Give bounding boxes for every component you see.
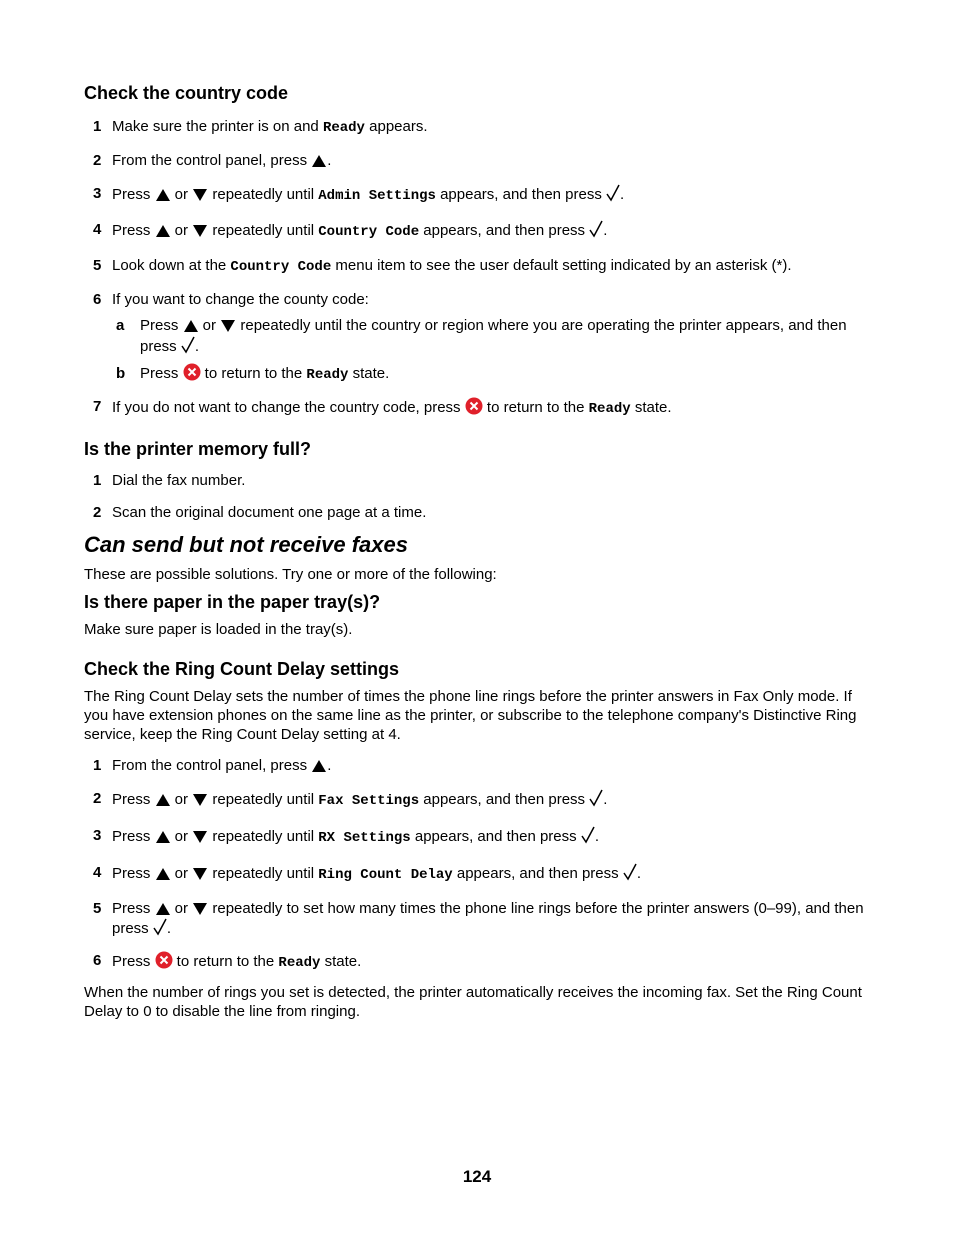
list-item	[84, 220, 874, 242]
checkmark-select-icon	[589, 220, 603, 238]
paper-tray-text: Make sure paper is loaded in the tray(s).	[84, 621, 353, 638]
stop-x-icon	[183, 363, 201, 381]
ring-count-description: The Ring Count Delay sets the number of times the phone line rings before the printer answers in Fax Only mode. If you have extension phones on the same line as the printer, or subscribe to the telephone company's Distinctive Ring service, keep the Ring Count Delay setting at 4.	[84, 688, 857, 743]
step-number: 5	[93, 257, 102, 274]
step-number: 2	[93, 790, 102, 807]
menu-code-text: Ready	[278, 955, 321, 971]
country-code-steps	[84, 117, 874, 419]
menu-code-text: Ready	[306, 367, 349, 383]
step-number: 3	[93, 185, 102, 202]
ring-count-steps	[84, 756, 874, 973]
step-text: to return to the	[482, 399, 589, 416]
step-text: state.	[320, 953, 362, 970]
step-text: appears, and then press	[419, 222, 590, 239]
list-item	[84, 151, 874, 170]
down-arrow-icon	[192, 793, 208, 807]
step-text: state.	[630, 399, 672, 416]
down-arrow-icon	[192, 224, 208, 238]
list-item	[84, 471, 874, 490]
step-text: Dial the fax number.	[112, 472, 246, 489]
step-number: 5	[93, 900, 102, 917]
up-arrow-icon	[155, 867, 171, 881]
ring-count-footer: When the number of rings you set is detected, the printer automatically receives the incoming fax. Set the Ring Count Delay to 0 to disable the line from ringing.	[84, 984, 862, 1020]
down-arrow-icon	[220, 319, 236, 333]
list-item	[84, 756, 874, 775]
page-content	[84, 82, 874, 1021]
list-item	[84, 789, 874, 811]
down-arrow-icon	[192, 830, 208, 844]
stop-x-icon	[465, 397, 483, 415]
step-number: 2	[93, 504, 102, 521]
up-arrow-icon	[183, 319, 199, 333]
up-arrow-icon	[155, 224, 171, 238]
step-text: .	[327, 757, 332, 774]
step-text: appears, and then press	[419, 791, 590, 808]
step-text: Press	[112, 791, 155, 808]
sub-list-item	[112, 315, 874, 357]
step-text: appears, and then press	[452, 865, 623, 882]
step-text: appears.	[364, 118, 428, 135]
step-text: appears, and then press	[410, 828, 581, 845]
step-text: or	[170, 828, 193, 845]
list-item	[84, 117, 874, 138]
menu-code-text: Country Code	[318, 224, 420, 240]
list-item	[84, 397, 874, 419]
step-number: 2	[93, 152, 102, 169]
down-arrow-icon	[192, 867, 208, 881]
step-text: .	[166, 920, 172, 937]
heading-check-country-code: Check the country code	[84, 83, 289, 103]
step-text: or	[170, 222, 193, 239]
step-text: repeatedly to set how many times the phone line rings before the printer answers (0–99), and then press	[112, 900, 864, 937]
step-number: 4	[93, 864, 102, 881]
checkmark-select-icon	[589, 789, 603, 807]
step-number: 4	[93, 221, 102, 238]
step-text: From the control panel, press	[112, 757, 312, 774]
up-arrow-icon	[155, 902, 171, 916]
stop-x-icon	[155, 951, 173, 969]
step-text: or	[170, 186, 193, 203]
step-number: 6	[93, 291, 102, 308]
memory-steps	[84, 471, 874, 522]
checkmark-select-icon	[606, 184, 620, 202]
menu-code-text: Ring Count Delay	[318, 867, 453, 883]
up-arrow-icon	[311, 154, 327, 168]
step-text: .	[636, 865, 641, 882]
up-arrow-icon	[155, 188, 171, 202]
step-text: .	[603, 791, 608, 808]
page-number: 124	[462, 1167, 492, 1186]
list-item	[84, 184, 874, 206]
step-number: 1	[93, 118, 102, 135]
step-text: to return to the	[200, 365, 307, 382]
list-item	[84, 951, 874, 973]
step-text: From the control panel, press	[112, 152, 312, 169]
step-number: 3	[93, 827, 102, 844]
menu-code-text: Fax Settings	[318, 793, 420, 809]
step-number: b	[116, 365, 126, 382]
checkmark-select-icon	[623, 863, 637, 881]
step-text: .	[594, 828, 599, 845]
step-text: state.	[348, 365, 390, 382]
heading-paper-tray: Is there paper in the paper tray(s)?	[84, 592, 381, 612]
step-number: 7	[93, 398, 102, 415]
step-text: or	[170, 865, 193, 882]
step-text: to return to the	[172, 953, 279, 970]
step-text: If you want to change the county code:	[112, 291, 369, 308]
step-text: .	[603, 222, 608, 239]
list-item	[84, 863, 874, 885]
step-text: Press	[140, 317, 183, 334]
up-arrow-icon	[155, 830, 171, 844]
step-number: 1	[93, 757, 102, 774]
menu-code-text: Country Code	[230, 259, 332, 275]
sub-list-item	[112, 363, 874, 386]
step-text: or	[170, 791, 193, 808]
section-title: Can send but not receive faxes	[84, 532, 408, 557]
menu-code-text: Ready	[322, 120, 365, 136]
step-text: or	[198, 317, 221, 334]
step-text: Press	[112, 828, 155, 845]
heading-memory-full: Is the printer memory full?	[84, 439, 312, 459]
down-arrow-icon	[192, 902, 208, 916]
step-text: Look down at the	[112, 257, 231, 274]
step-text: menu item to see the user default setting indicated by an asterisk (*).	[331, 257, 792, 274]
menu-code-text: Ready	[588, 401, 631, 417]
list-item	[84, 826, 874, 848]
step-text: Press	[112, 953, 155, 970]
step-text: repeatedly until	[208, 222, 319, 239]
checkmark-select-icon	[153, 918, 167, 936]
menu-code-text: RX Settings	[318, 830, 411, 846]
checkmark-select-icon	[181, 336, 195, 354]
list-item	[84, 290, 874, 386]
list-item	[84, 503, 874, 522]
step-text: Press	[112, 186, 155, 203]
checkmark-select-icon	[581, 826, 595, 844]
step-text: .	[327, 152, 332, 169]
up-arrow-icon	[311, 759, 327, 773]
step-number: 6	[93, 952, 102, 969]
step-text: repeatedly until the country or region where you are operating the printer appears, and then press	[140, 317, 847, 355]
down-arrow-icon	[192, 188, 208, 202]
step-text: If you do not want to change the country code, press	[112, 399, 465, 416]
step-text: Press	[112, 865, 155, 882]
intro-text: These are possible solutions. Try one or more of the following:	[84, 566, 497, 583]
step-text: .	[620, 186, 625, 203]
heading-ring-count-delay: Check the Ring Count Delay settings	[84, 659, 400, 679]
step-text: Scan the original document one page at a time.	[112, 504, 427, 521]
step-text: Press	[112, 222, 155, 239]
step-text: appears, and then press	[435, 186, 607, 203]
list-item	[84, 256, 874, 277]
step-text: repeatedly until	[208, 828, 319, 845]
step-text: Press	[140, 365, 183, 382]
up-arrow-icon	[155, 793, 171, 807]
step-text: .	[194, 338, 200, 355]
step-text: Press	[112, 900, 155, 917]
step-text: repeatedly until	[208, 186, 319, 203]
step-text: repeatedly until	[208, 865, 319, 882]
step-number: a	[116, 317, 125, 334]
menu-code-text: Admin Settings	[318, 188, 436, 204]
list-item	[84, 899, 874, 938]
step-number: 1	[93, 472, 102, 489]
step-text: or	[170, 900, 193, 917]
step-text: Make sure the printer is on and	[112, 118, 323, 135]
step-text: repeatedly until	[208, 791, 319, 808]
